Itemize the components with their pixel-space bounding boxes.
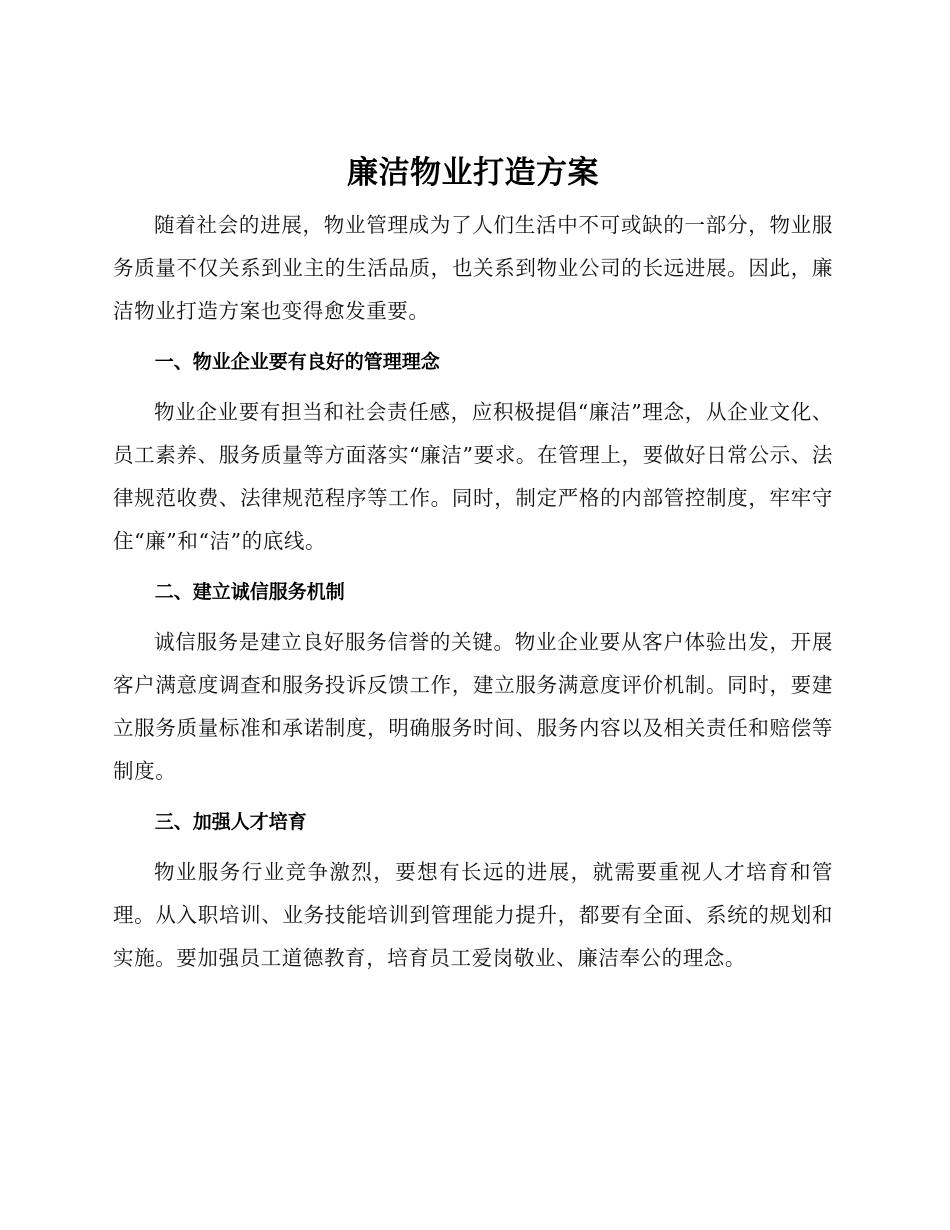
section-body-talent: 物业服务行业竞争激烈，要想有长远的进展，就需要重视人才培育和管理。从入职培训、业务技能培训到管理能力提升，都要有全面、系统的规划和实施。要加强员工道德教育，培育员工爱岗敬业、廉洁奉公的理念。 (113, 860, 833, 970)
section-heading-talent: 三、加强人才培育 (154, 811, 307, 833)
section-heading-integrity-service: 二、建立诚信服务机制 (154, 581, 345, 603)
page-title: 廉洁物业打造方案 (347, 155, 599, 191)
document-body (113, 150, 833, 980)
section-heading-management: 一、物业企业要有良好的管理理念 (154, 351, 440, 373)
section-body-management: 物业企业要有担当和社会责任感，应积极提倡“廉洁”理念，从企业文化、员工素养、服务质量等方面落实“廉洁”要求。在管理上，要做好日常公示、法律规范收费、法律规范程序等工作。同时，制定严格的内部管控制度，牢牢守住“廉”和“洁”的底线。 (113, 400, 833, 553)
intro-paragraph: 随着社会的进展，物业管理成为了人们生活中不可或缺的一部分，物业服务质量不仅关系到业主的生活品质，也关系到物业公司的长远进展。因此，廉洁物业打造方案也变得愈发重要。 (113, 213, 833, 323)
section-body-integrity-service: 诚信服务是建立良好服务信誉的关键。物业企业要从客户体验出发，开展客户满意度调查和服务投诉反馈工作，建立服务满意度评价机制。同时，要建立服务质量标准和承诺制度，明确服务时间、服务内容以及相关责任和赔偿等制度。 (113, 630, 833, 783)
